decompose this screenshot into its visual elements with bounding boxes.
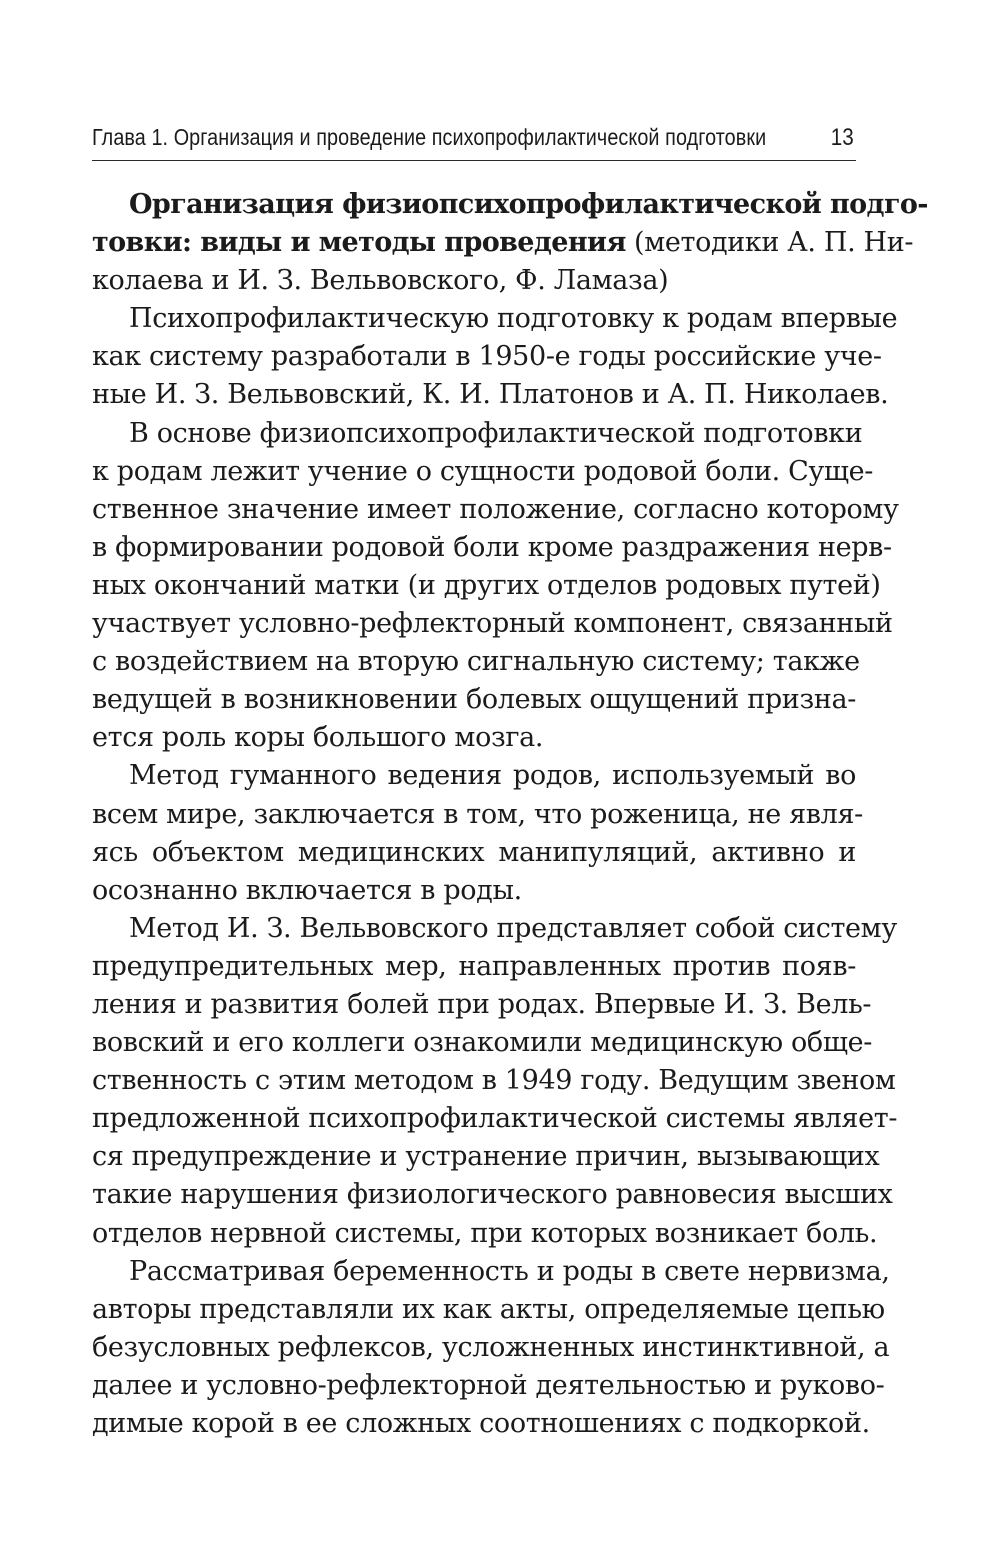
text-run: ления и развития болей при родах. Впервые И. З. Вель- [92,988,872,1020]
page-number: 13 [831,124,854,151]
paragraph [92,415,899,758]
text-run: с воздействием на вторую сигнальную систему; также [92,646,860,678]
bold-run: товки: виды и методы проведения [92,227,626,259]
paragraph [92,1253,890,1443]
text-run: к родам лежит учение о сущности родовой боли. Суще- [92,455,874,487]
text-line [92,796,863,834]
text-line [92,1253,890,1291]
text-run: ственное значение имеет положение, согласно которому [92,493,899,525]
bold-run: Организация физиопсихопрофилактической подго- [129,189,928,220]
text-line [92,910,897,948]
text-run: Метод И. З. Вельвовского представляет собой систему [129,912,897,944]
text-line [92,567,881,605]
text-run: осознанно включается в роды. [92,874,522,906]
text-run: далее и условно-рефлекторной деятельностью и руково- [92,1369,885,1401]
text-line [92,834,856,872]
text-line [92,719,856,757]
text-line [92,300,898,338]
text-run: предложенной психопрофилактической системы являет- [92,1103,898,1135]
text-line [92,757,856,795]
text-run: как систему разработали в 1950-е годы российские уче- [92,341,882,373]
paragraph [92,757,863,909]
text-line [92,453,874,491]
text-line [92,224,914,262]
text-line [92,1062,896,1100]
text-line [92,948,856,986]
text-run: (методики А. П. Ни- [625,227,914,259]
text-line [92,376,889,414]
body-text [92,186,928,1443]
text-line [92,491,899,529]
text-run: Психопрофилактическую подготовку к родам впервые [129,303,898,335]
text-line [92,872,856,910]
text-run: Рассматривая беременность и роды в свете нервизма, [129,1255,890,1287]
text-line [92,1329,890,1367]
text-line [92,1024,872,1062]
text-line [92,415,863,453]
paragraph [92,910,898,1253]
text-line [92,1100,898,1138]
text-line [92,186,928,224]
text-run: В основе физиопсихопрофилактической подготовки [129,417,863,449]
text-run: колаева и И. З. Вельвовского, Ф. Ламаза) [92,265,669,297]
text-run: ные И. З. Вельвовский, К. И. Платонов и А. П. Николаев. [92,379,889,411]
text-line [92,1138,880,1176]
text-line [92,338,882,376]
text-line [92,1367,885,1405]
text-line [92,605,893,643]
section-heading-paragraph [92,186,928,300]
text-line [92,1176,893,1214]
text-run: всем мире, заключается в том, что роженица, не явля- [92,798,863,830]
text-run: авторы представляли их как акты, определяемые цепью [92,1293,885,1325]
text-run: предупредительных мер, направленных против появ- [92,950,856,982]
text-run: такие нарушения физиологического равновесия высших [92,1179,893,1211]
text-line [92,1215,878,1253]
text-run: в формировании родовой боли кроме раздражения нерв- [92,531,892,563]
paragraph [92,300,898,414]
text-run: Метод гуманного ведения родов, используемый во [129,760,856,792]
text-run: ственность с этим методом в 1949 году. Ведущим звеном [92,1065,896,1097]
text-line [92,1291,885,1329]
running-header [92,118,856,161]
text-run: ется роль коры большого мозга. [92,722,544,754]
text-run: ведущей в возникновении болевых ощущений призна- [92,684,856,716]
text-line [92,529,892,567]
text-line [92,643,860,681]
text-run: участвует условно-рефлекторный компонент, связанный [92,608,893,640]
text-run: безусловных рефлексов, усложненных инстинктивной, а [92,1331,890,1363]
text-run: ся предупреждение и устранение причин, вызывающих [92,1141,880,1173]
text-line [92,1405,870,1443]
text-line [92,262,856,300]
text-line [92,986,872,1024]
text-run: отделов нервной системы, при которых возникает боль. [92,1217,878,1249]
text-line [92,681,856,719]
text-run: ясь объектом медицинских манипуляций, активно и [92,836,856,868]
text-run: ных окончаний матки (и других отделов родовых путей) [92,569,881,601]
text-run: димые корой в ее сложных соотношениях с подкоркой. [92,1408,870,1439]
running-title: Глава 1. Организация и проведение психопрофилактической подготовки [92,124,767,150]
text-run: вовский и его коллеги ознакомили медицинскую обще- [92,1027,872,1059]
